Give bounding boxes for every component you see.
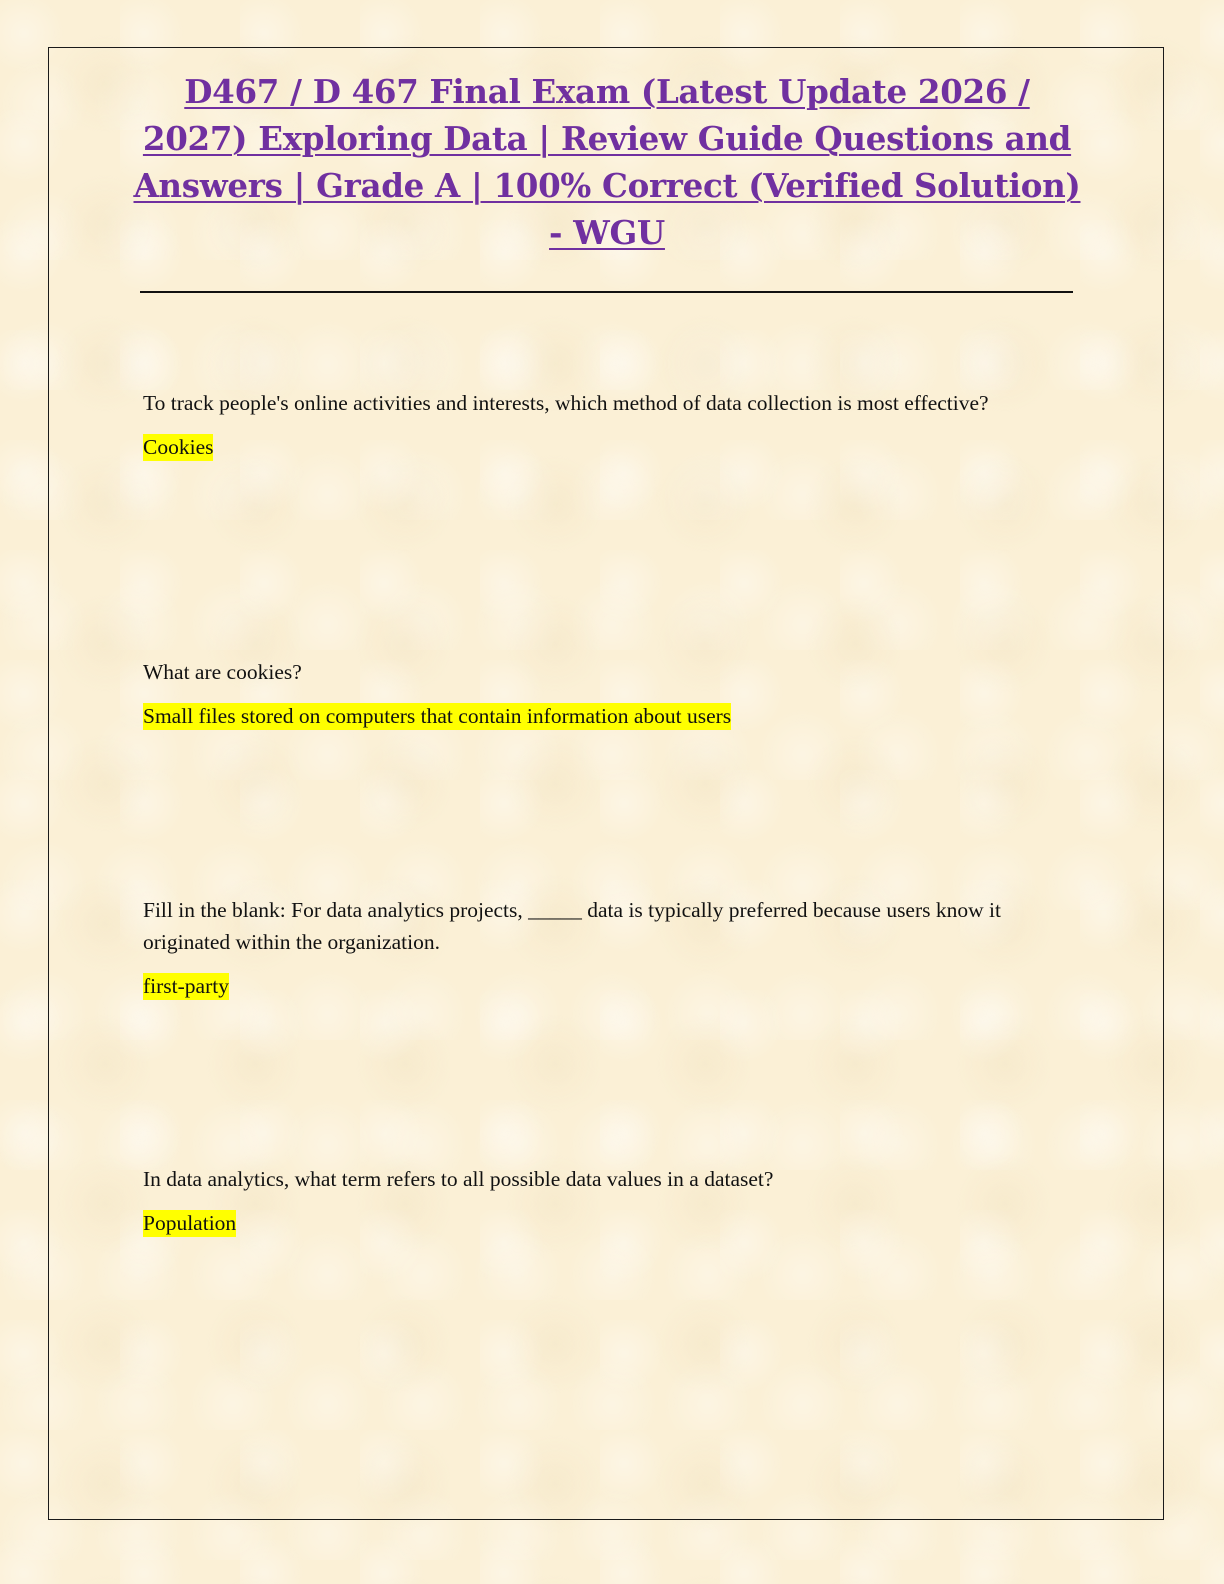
question-text: What are cookies? — [143, 660, 302, 684]
question-text: In data analytics, what term refers to all possible data values in a dataset? — [143, 1167, 774, 1191]
qa-item — [143, 656, 1043, 730]
title-divider — [140, 291, 1073, 293]
answer-highlight: Cookies — [143, 435, 214, 459]
page-border — [48, 47, 1164, 1520]
answer-highlight: Small files stored on computers that contain information about users — [143, 704, 732, 728]
qa-item — [143, 894, 1043, 1000]
question-text: Fill in the blank: For data analytics projects, _____ data is typically preferred because users know it originated within the organization. — [143, 898, 1001, 954]
question-text: To track people's online activities and interests, which method of data collection is most effective? — [143, 391, 989, 415]
qa-item — [143, 387, 1043, 461]
answer-highlight: Population — [143, 1211, 237, 1235]
document-title: D467 / D 467 Final Exam (Latest Update 2026 / 2027) Exploring Data | Review Guide Questions and Answers | Grade A | 100% Correct (Verified Solution) - WGU — [133, 72, 1081, 252]
answer-highlight: first-party — [143, 974, 229, 998]
qa-item — [143, 1163, 1043, 1237]
